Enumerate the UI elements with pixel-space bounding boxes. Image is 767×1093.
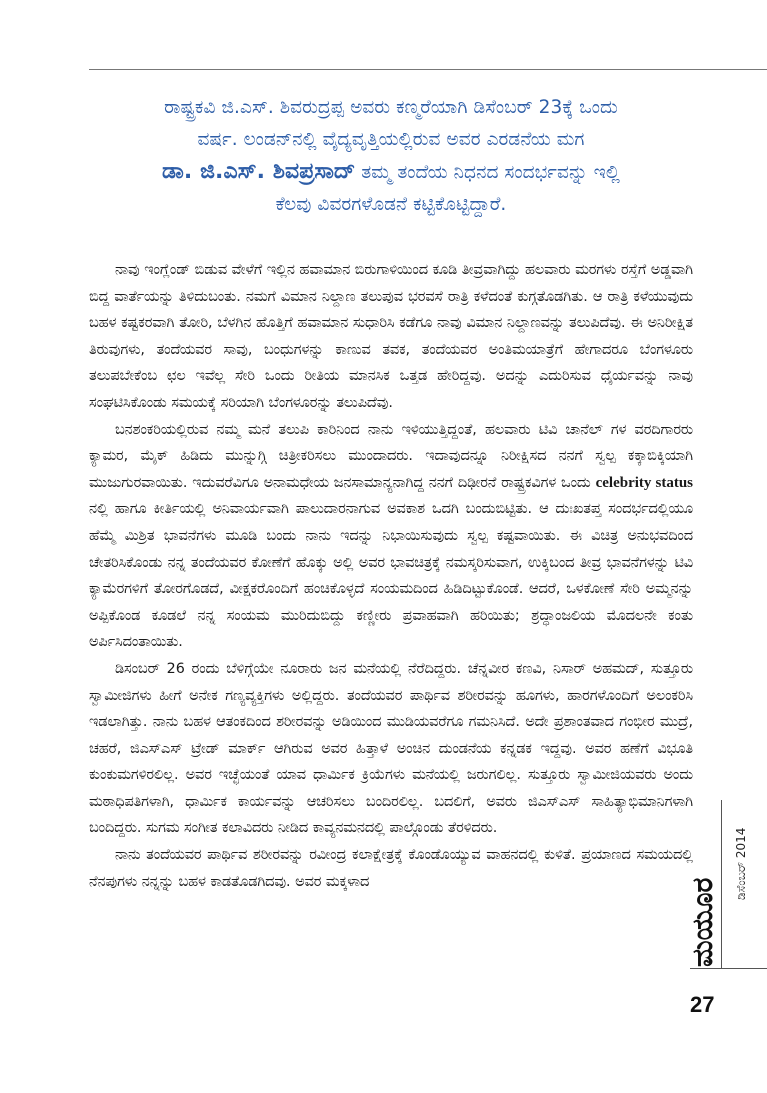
article-body — [89, 257, 693, 895]
paragraph-2-english-phrase: celebrity status — [595, 474, 694, 491]
paragraph-2-part-b: ನಲ್ಲಿ ಹಾಗೂ ಕೀರ್ತಿಯಲ್ಲಿ ಅನಿವಾರ್ಯವಾಗಿ ಪಾಲುದಾರನಾಗುವ ಅವಕಾಶ ಒದಗಿ ಬಂದುಬಿಟ್ಟಿತು. ಆ ದುಃಖತಪ್ತ ಸಂದರ್ಭದಲ್ಲಿಯೂ ಹೆಮ್ಮೆ ಮಿಶ್ರಿತ ಭಾವನೆಗಳು ಮೂಡಿ ಬಂದು ನಾನು ಇದನ್ನು ನಿಭಾಯಿಸುವುದು ಸ್ವಲ್ಪ ಕಷ್ಟವಾಯಿತು. ಈ ವಿಚಿತ್ರ ಅನುಭವದಿಂದ ಚೇತರಿಸಿಕೊಂಡು ನನ್ನ ತಂದೆಯವರ ಕೋಣೆಗೆ ಹೊಕ್ಕು ಅಲ್ಲಿ ಅವರ ಭಾವಚಿತ್ರಕ್ಕೆ ನಮಸ್ಕರಿಸುವಾಗ, ಉಕ್ಕಿಬಂದ ತೀವ್ರ ಭಾವನೆಗಳನ್ನು ಟಿವಿ ಕ್ಯಾಮೆರಗಳಿಗೆ ತೋರಗೊಡದೆ, ವೀಕ್ಷಕರೊಂದಿಗೆ ಹಂಚಿಕೊಳ್ಳದೆ ಸಂಯಮದಿಂದ ಹಿಡಿದಿಟ್ಟುಕೊಂಡೆ. ಆದರೆ, ಒಳಕೋಣೆ ಸೇರಿ ಅಮ್ಮನನ್ನು ಅಪ್ಪಿಕೊಂಡ ಕೂಡಲೆ ನನ್ನ ಸಂಯಮ ಮುರಿದುಬಿದ್ದು ಕಣ್ಣೀರು ಪ್ರವಾಹವಾಗಿ ಹರಿಯಿತು; ಶ್ರದ್ಧಾಂಜಲಿಯ ಮೊದಲನೇ ಕಂತು ಅರ್ಪಿಸಿದಂತಾಯಿತು. — [89, 501, 693, 651]
footer-divider — [690, 968, 767, 969]
top-divider — [89, 69, 767, 70]
paragraph-4: ನಾನು ತಂದೆಯವರ ಪಾರ್ಥಿವ ಶರೀರವನ್ನು ರವೀಂದ್ರ ಕಲಾಕ್ಷೇತ್ರಕ್ಕೆ ಕೊಂಡೊಯ್ಯುವ ವಾಹನದಲ್ಲಿ ಕುಳಿತೆ. ಪ್ರಯಾಣದ ಸಮಯದಲ್ಲಿ ನೆನಪುಗಳು ನನ್ನನ್ನು ಬಹಳ ಕಾಡತೊಡಗಿದವು. ಅವರ ಮಕ್ಕಳಾದ — [89, 847, 693, 890]
magazine-name: ಮಯೂರ — [686, 877, 719, 967]
article-intro — [89, 92, 693, 221]
paragraph-3: ಡಿಸಂಬರ್ 26 ರಂದು ಬೆಳಿಗ್ಗೆಯೇ ನೂರಾರು ಜನ ಮನೆಯಲ್ಲಿ ನೆರೆದಿದ್ದರು. ಚೆನ್ನವೀರ ಕಣವಿ, ನಿಸಾರ್ ಅಹಮದ್, ಸುತ್ತೂರು ಸ್ವಾಮೀಜಿಗಳು ಹೀಗೆ ಅನೇಕ ಗಣ್ಯವ್ಯಕ್ತಿಗಳು ಅಲ್ಲಿದ್ದರು. ತಂದೆಯವರ ಪಾರ್ಥಿವ ಶರೀರವನ್ನು ಹೂಗಳು, ಹಾರಗಳೊಂದಿಗೆ ಅಲಂಕರಿಸಿ ಇಡಲಾಗಿತ್ತು. ನಾನು ಬಹಳ ಆತಂಕದಿಂದ ಶರೀರವನ್ನು ಅಡಿಯಿಂದ ಮುಡಿಯವರೆಗೂ ಗಮನಿಸಿದೆ. ಅದೇ ಪ್ರಶಾಂತವಾದ ಗಂಭೀರ ಮುದ್ರೆ, ಚಹರೆ, ಜಿಎಸ್‌ಎಸ್ ಟ್ರೇಡ್ ಮಾರ್ಕ್ ಆಗಿರುವ ಅವರ ಹಿತ್ತಾಳೆ ಅಂಚಿನ ದುಂಡನೆಯ ಕನ್ನಡಕ ಇದ್ದವು. ಅವರ ಹಣೆಗೆ ವಿಭೂತಿ ಕುಂಕುಮಗಳಿರಲಿಲ್ಲ. ಅವರ ಇಚ್ಛೆಯಂತೆ ಯಾವ ಧಾರ್ಮಿಕ ಕ್ರಿಯೆಗಳು ಮನೆಯಲ್ಲಿ ಜರುಗಲಿಲ್ಲ. ಸುತ್ತೂರು ಸ್ವಾಮೀಜಿಯವರು ಅಂದು ಮಠಾಧಿಪತಿಗಳಾಗಿ, ಧಾರ್ಮಿಕ ಕಾರ್ಯವನ್ನು ಆಚರಿಸಲು ಬಂದಿರಲಿಲ್ಲ. ಬದಲಿಗೆ, ಅವರು ಜಿಎಸ್‌ಎಸ್ ಸಾಹಿತ್ಯಾಭಿಮಾನಿಗಳಾಗಿ ಬಂದಿದ್ದರು. ಸುಗಮ ಸಂಗೀತ ಕಲಾವಿದರು ನೀಡಿದ ಕಾವ್ಯನಮನದಲ್ಲಿ ಪಾಲ್ಗೊಂಡು ತೆರಳಿದರು. — [89, 660, 693, 837]
page-number: 27 — [690, 992, 715, 1017]
author-name: ಡಾ. ಜಿ.ಎಸ್. ಶಿವಪ್ರಸಾದ್ — [162, 159, 356, 184]
intro-line-3-rest: ತಮ್ಮ ತಂದೆಯ ನಿಧನದ ಸಂದರ್ಭವನ್ನು ಇಲ್ಲಿ — [355, 162, 620, 183]
issue-date-text: ಡಿಸೆಂಬರ್ 2014 — [734, 827, 748, 900]
paragraph-2 — [89, 417, 693, 656]
paragraph-1: ನಾವು ಇಂಗ್ಲೆಂಡ್ ಬಿಡುವ ವೇಳೆಗೆ ಇಲ್ಲಿನ ಹವಾಮಾನ ಬಿರುಗಾಳಿಯಿಂದ ಕೂಡಿ ತೀವ್ರವಾಗಿದ್ದು ಹಲವಾರು ಮರಗಳು ರಸ್ತೆಗೆ ಅಡ್ಡವಾಗಿ ಬಿದ್ದ ವಾರ್ತೆಯನ್ನು ತಿಳಿದುಬಂತು. ನಮಗೆ ವಿಮಾನ ನಿಲ್ದಾಣ ತಲುಪುವ ಭರವಸೆ ರಾತ್ರಿ ಕಳೆದಂತೆ ಕುಗ್ಗತೊಡಗಿತು. ಆ ರಾತ್ರಿ ಕಳೆಯುವುದು ಬಹಳ ಕಷ್ಟಕರವಾಗಿ ತೋರಿ, ಬೆಳಗಿನ ಹೊತ್ತಿಗೆ ಹವಾಮಾನ ಸುಧಾರಿಸಿ ಕಡೆಗೂ ನಾವು ವಿಮಾನ ನಿಲ್ದಾಣವನ್ನು ತಲುಪಿದೆವು. ಈ ಅನಿರೀಕ್ಷಿತ ತಿರುವುಗಳು, ತಂದೆಯವರ ಸಾವು, ಬಂಧುಗಳನ್ನು ಕಾಣುವ ತವಕ, ತಂದೆಯವರ ಅಂತಿಮಯಾತ್ರೆಗೆ ಹೇಗಾದರೂ ಬೆಂಗಳೂರು ತಲುಪಬೇಕೆಂಬ ಛಲ ಇವೆಲ್ಲ ಸೇರಿ ಒಂದು ರೀತಿಯ ಮಾನಸಿಕ ಒತ್ತಡ ಹೇರಿದ್ದವು. ಅದನ್ನು ಎದುರಿಸುವ ಧೈರ್ಯವನ್ನು ನಾವು ಸಂಘಟಿಸಿಕೊಂಡು ಸಮಯಕ್ಕೆ ಸರಿಯಾಗಿ ಬೆಂಗಳೂರನ್ನು ತಲುಪಿದೆವು. — [89, 262, 693, 411]
intro-line-1: ರಾಷ್ಟ್ರಕವಿ ಜಿ.ಎಸ್. ಶಿವರುದ್ರಪ್ಪ ಅವರು ಕಣ್ಮರೆಯಾಗಿ ಡಿಸೆಂಬರ್ 23ಕ್ಕೆ ಒಂದು — [164, 97, 618, 118]
intro-line-4: ಕೆಲವು ವಿವರಗಳೊಡನೆ ಕಟ್ಟಿಕೊಟ್ಟಿದ್ದಾರೆ. — [275, 194, 507, 215]
intro-line-3 — [89, 156, 693, 189]
intro-line-2: ವರ್ಷ. ಲಂಡನ್‌ನಲ್ಲಿ ವೈದ್ಯವೃತ್ತಿಯಲ್ಲಿರುವ ಅವರ ಎರಡನೆಯ ಮಗ — [197, 129, 585, 150]
side-divider — [721, 800, 722, 968]
paragraph-2-part-a: ಬನಶಂಕರಿಯಲ್ಲಿರುವ ನಮ್ಮ ಮನೆ ತಲುಪಿ ಕಾರಿನಿಂದ ನಾನು ಇಳಿಯುತ್ತಿದ್ದಂತೆ, ಹಲವಾರು ಟಿವಿ ಚಾನೆಲ್ ಗಳ ವರದಿಗಾರರು ಕ್ಯಾಮರ, ಮೈಕ್ ಹಿಡಿದು ಮುನ್ನುಗ್ಗಿ ಚಿತ್ರೀಕರಿಸಲು ಮುಂದಾದರು. ಇದಾವುದನ್ನೂ ನಿರೀಕ್ಷಿಸದ ನನಗೆ ಸ್ವಲ್ಪ ಕಕ್ಕಾಬಿಕ್ಕಿಯಾಗಿ ಮುಜುಗುರವಾಯಿತು. ಇದುವರೆವಿಗೂ ಅನಾಮಧೇಯ ಜನಸಾಮಾನ್ಯನಾಗಿದ್ದ ನನಗೆ ದಿಢೀರನೆ ರಾಷ್ಟ್ರಕವಿಗಳ ಒಂದು — [89, 421, 693, 491]
